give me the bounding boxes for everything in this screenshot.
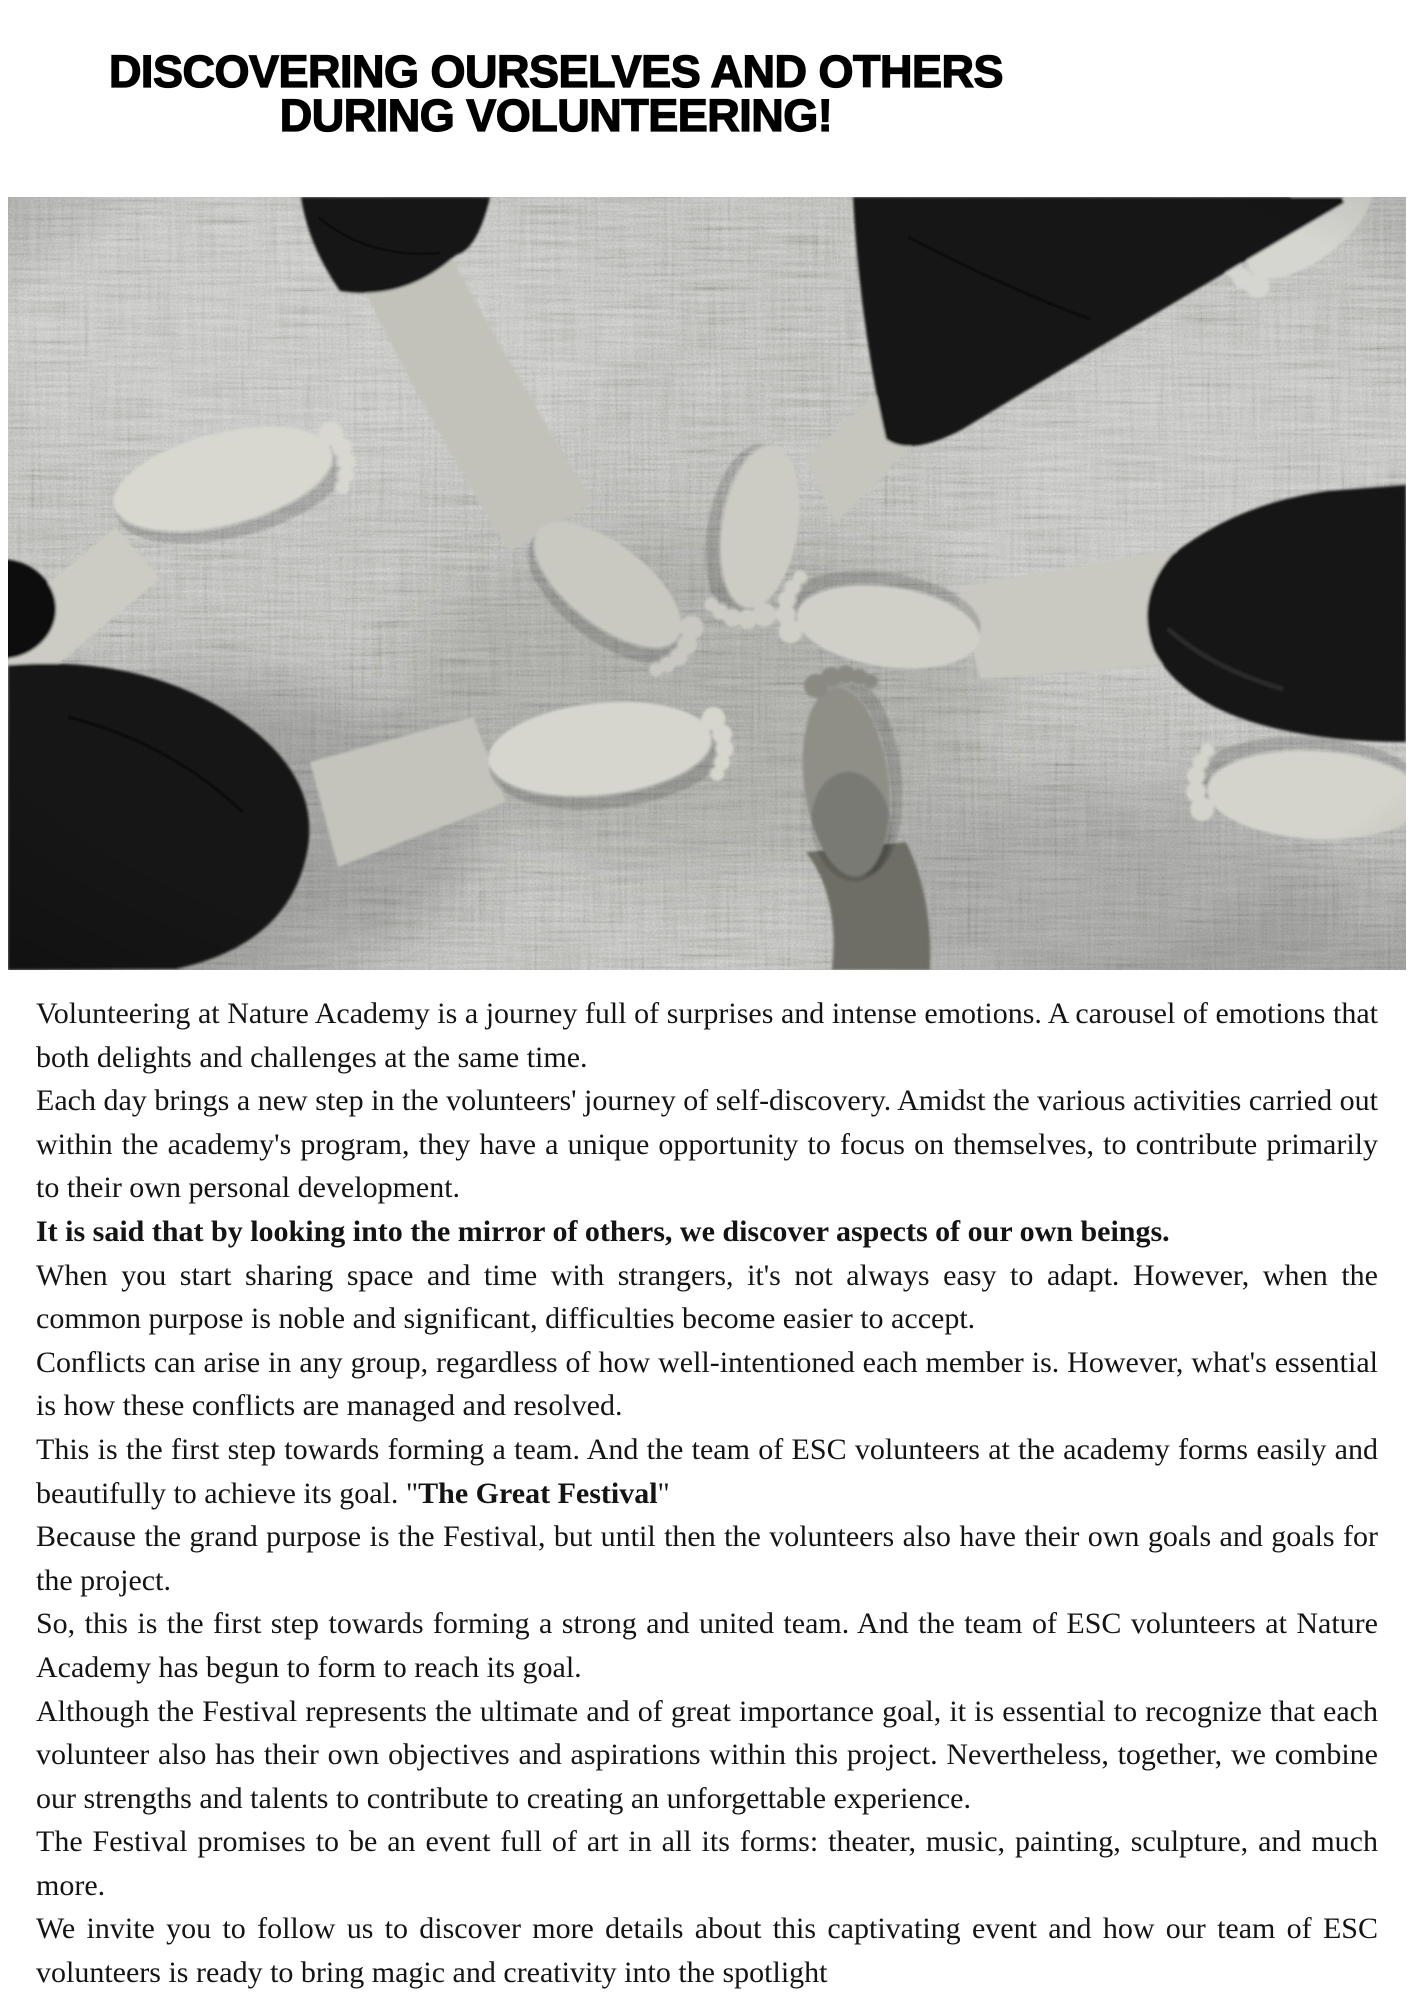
- paragraph-text: Conflicts can arise in any group, regardless of how well-intentioned each member is. However, what's essential is how these conflicts are managed and resolved.: [36, 1345, 1378, 1423]
- paragraph-text: When you start sharing space and time with strangers, it's not always easy to adapt. However, when the common purpose is noble and significant, difficulties become easier to accept.: [36, 1258, 1378, 1336]
- paragraph-text: Although the Festival represents the ultimate and of great importance goal, it is essential to recognize that each volunteer also has their own objectives and aspirations within this project. Nevertheless, together, we combine our strengths and talents to contribute to creating an unforgettable experience.: [36, 1694, 1378, 1815]
- paragraph-text: We invite you to follow us to discover more details about this captivating event and how our team of ESC volunteers is ready to bring magic and creativity into the spotlight: [36, 1912, 1378, 1990]
- photo-vignette: [8, 197, 1406, 970]
- paragraph-bold-text: The Great Festival: [418, 1476, 658, 1510]
- paragraph: [36, 1079, 1378, 1210]
- paragraph-text: Volunteering at Nature Academy is a journey full of surprises and intense emotions. A carousel of emotions that both delights and challenges at the same time.: [36, 997, 1378, 1074]
- paragraph: [36, 1341, 1378, 1428]
- paragraph: [36, 1254, 1378, 1341]
- paragraph-text: ": [657, 1476, 670, 1510]
- page-title: [36, 46, 1076, 141]
- paragraph: [36, 992, 1378, 1079]
- feet-circle-photo-graphic: [8, 197, 1406, 970]
- article-body: [36, 992, 1378, 1995]
- paragraph-text: Each day brings a new step in the volunteers' journey of self-discovery. Amidst the various activities carried out within the academy's program, they have a unique opportunity to focus on themselves, to contribute primarily to their own personal development.: [36, 1084, 1378, 1205]
- paragraph: [36, 1690, 1378, 1821]
- paragraph-text: This is the first step towards forming a team. And the team of ESC volunteers at the academy forms easily and beautifully to achieve its goal. ": [36, 1432, 1378, 1510]
- paragraph: [36, 1210, 1378, 1254]
- paragraph: [36, 1907, 1378, 1994]
- page-title-line-2: DURING VOLUNTEERING!: [279, 90, 833, 141]
- paragraph: [36, 1602, 1378, 1689]
- paragraph-bold-text: It is said that by looking into the mirror of others, we discover aspects of our own beings.: [36, 1214, 1170, 1248]
- paragraph-text: Because the grand purpose is the Festival, but until then the volunteers also have their own goals and goals for the project.: [36, 1520, 1378, 1597]
- feet-circle-photo: [8, 197, 1406, 970]
- paragraph: [36, 1428, 1378, 1515]
- paragraph-text: The Festival promises to be an event full of art in all its forms: theater, music, painting, sculpture, and much more.: [36, 1825, 1378, 1902]
- paragraph-text: So, this is the first step towards forming a strong and united team. And the team of ESC volunteers at Nature Academy has begun to form to reach its goal.: [36, 1607, 1378, 1684]
- paragraph: [36, 1820, 1378, 1907]
- page-title-line-1: DISCOVERING OURSELVES AND OTHERS: [108, 46, 1004, 97]
- paragraph: [36, 1515, 1378, 1602]
